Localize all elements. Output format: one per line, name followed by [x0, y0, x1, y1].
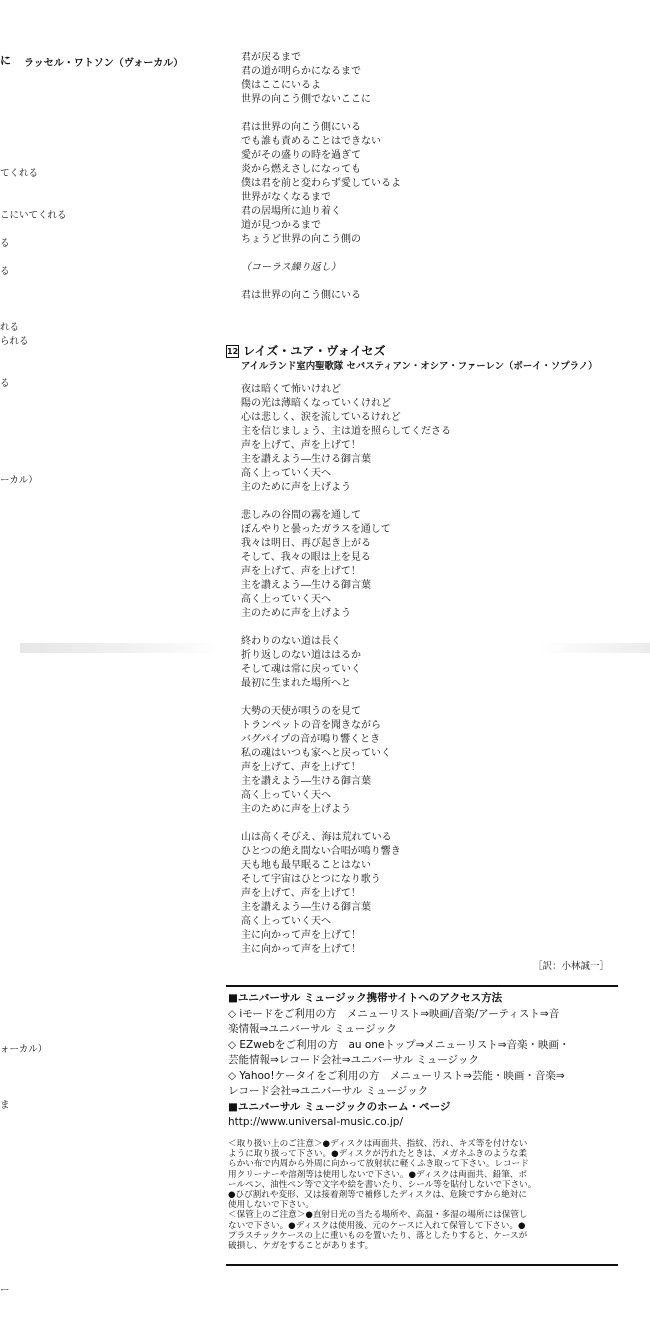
lyric-line: 君が戻るまで	[241, 52, 301, 63]
lyric-line: 君は世界の向こう側にいる	[241, 290, 361, 301]
notice-line: ◇ iモードをご利用の方 メニューリスト⇒映画/音楽/アーティスト⇒音	[228, 1007, 560, 1020]
left-credit-performer: ラッセル・ワトソン（ヴォーカル）	[24, 58, 184, 69]
track-12-title	[226, 342, 385, 359]
notice-bottom-rule	[226, 1264, 618, 1266]
track-12-credit: アイルランド室内聖歌隊 セバスティアン・オシア・ファーレン（ボーイ・ソプラノ）	[241, 361, 598, 372]
lyric-line: 声を上げて、声を上げて！	[241, 888, 361, 899]
lyric-line: 炎から燃えさしになっても	[241, 164, 361, 175]
left-fragment: る	[0, 378, 10, 389]
mobile-access-info	[228, 991, 618, 1131]
lyric-line: ちょうど世界の向こう側の	[241, 234, 361, 245]
track-number-badge: 12	[227, 347, 239, 356]
lyric-line: 道が見つかるまで	[241, 220, 321, 231]
lyric-line: 主に向かって声を上げて！	[241, 944, 361, 955]
lyric-line: 世界の向こう側でないここに	[241, 94, 371, 105]
left-fragment: ォーカル）	[0, 1044, 48, 1055]
left-fragment: ーカル）	[0, 475, 38, 486]
lyric-line: 陽の光は薄暗くなっていくけれど	[241, 398, 391, 409]
notice-line: ◇ Yahoo!ケータイをご利用の方 メニューリスト⇒芸能・映画・音楽⇒	[228, 1069, 565, 1082]
chorus-repeat-note: （コーラス繰り返し）	[241, 262, 341, 273]
lyric-line: 悲しみの谷間の霧を通して	[241, 510, 361, 521]
lyric-line: ぼんやりと曇ったガラスを通して	[241, 524, 391, 535]
lyric-line: 天も地も最早眠ることはない	[241, 860, 371, 871]
lyric-line: そして宇宙はひとつになり歌う	[241, 874, 381, 885]
lyric-line: 愛がその盛りの時を過ぎて	[241, 150, 361, 161]
lyric-line: 主を讃えよう―生ける御言葉	[241, 580, 371, 591]
left-fragment: ー	[0, 1285, 10, 1296]
left-fragment: れる	[0, 322, 20, 333]
lyric-line: 世界がなくなるまで	[241, 192, 331, 203]
lyric-line: 私の魂はいつも家へと戻っていく	[241, 748, 391, 759]
lyric-line: バグパイプの音が鳴り響くとき	[241, 734, 381, 745]
lyric-line: そして魂は常に戻っていく	[241, 664, 361, 675]
lyric-line: トランペットの音を聞きながら	[241, 720, 381, 731]
left-fragment: てくれる	[0, 168, 39, 179]
notice-heading: ■ユニバーサル ミュージックのホーム・ページ	[228, 1100, 451, 1113]
lyric-line: ひとつの絶え間ない合唱が鳴り響き	[241, 846, 401, 857]
fine-print-line: ●ひび割れや変形、又は接着剤等で補修したディスクは、危険ですから絶対に	[228, 1190, 527, 1201]
lyric-line: 大勢の天使が唄うのを見て	[241, 706, 361, 717]
fine-print-line: ＜取り扱い上のご注意＞●ディスクは両面共、指紋、汚れ、キズ等を付けない	[228, 1139, 528, 1149]
bleed-through-mark	[20, 643, 220, 653]
lyric-line: 主のために声を上げよう	[241, 608, 351, 619]
left-fragment: る	[0, 266, 10, 277]
lyric-line: 声を上げて、声を上げて！	[241, 566, 361, 577]
notice-top-rule	[226, 985, 618, 987]
lyric-line: 終わりのない道は長く	[241, 636, 341, 647]
lyric-line: 折り返しのない道ははるか	[241, 650, 361, 661]
notice-line: 楽情報⇒ユニバーサル ミュージック	[228, 1023, 397, 1035]
lyric-line: 主に向かって声を上げて！	[241, 930, 361, 941]
translator-credit: ［訳：小林誠一］	[533, 961, 610, 972]
fine-print-line: ＜保管上のご注意＞●直射日光の当たる場所や、高温・多湿の場所には保管し	[228, 1210, 528, 1221]
lyric-line: 主を讃えよう―生ける御言葉	[241, 454, 371, 465]
notice-line: 芸能情報⇒レコード会社⇒ユニバーサル ミュージック	[228, 1054, 479, 1066]
lyric-line: 夜は暗くて怖いけれど	[241, 384, 341, 395]
notice-heading: ■ユニバーサル ミュージック携帯サイトへのアクセス方法	[228, 992, 503, 1004]
fine-print-line: ールペン、油性ペン等で文字や絵を書いたり、シール等を貼付しないで下さい。	[228, 1179, 537, 1190]
fine-print-line: 用クリーナーや溶剤等は使用しないで下さい。●ディスクは両面共、鉛筆、ボ	[228, 1169, 527, 1180]
lyric-line: 主のために声を上げよう	[241, 804, 351, 815]
lyric-line: 山は高くそびえ、海は荒れている	[241, 832, 392, 843]
homepage-url[interactable]: http://www.universal-music.co.jp/	[228, 1116, 403, 1128]
lyric-line: 僕は君を前と変わらず愛しているよ	[241, 178, 401, 189]
lyric-line: 君の居場所に辿り着く	[241, 206, 341, 217]
left-fragment: こにいてくれる	[0, 210, 67, 221]
fine-print-line: ないで下さい。●ディスクは使用後、元のケースに入れて保管して下さい。●	[228, 1220, 526, 1231]
lyric-line: 君の道が明らかになるまで	[241, 66, 361, 77]
left-fragment: ま	[0, 1100, 10, 1111]
lyric-line: 高く上っていく天へ	[241, 790, 331, 801]
left-fragment: る	[0, 238, 10, 249]
fine-print-line: 破損し、ケガをすることがあります。	[228, 1241, 374, 1252]
left-fragment: られる	[0, 336, 29, 347]
fine-print-line: ように取り扱って下さい。●ディスクが汚れたときは、メガネふきのような柔	[228, 1149, 527, 1160]
lyric-line: 僕はここにいるよ	[241, 80, 321, 91]
fine-print-line: らかい布で内周から外周に向かって放射状に軽くふき取って下さい。レコード	[228, 1159, 529, 1170]
notice-line: ◇ EZwebをご利用の方 au oneトップ⇒メニューリスト⇒音楽・映画・	[228, 1038, 570, 1051]
lyric-line: 主のために声を上げよう	[241, 482, 351, 493]
lyric-line: 我々は明日、再び起き上がる	[241, 538, 371, 549]
lyric-line: 主を讃えよう―生ける御言葉	[241, 902, 371, 913]
lyric-line: 主を信じましょう、主は道を照らしてくださる	[241, 426, 451, 437]
lyric-line: 高く上っていく天へ	[241, 594, 331, 605]
lyric-line: 声を上げて、声を上げて！	[241, 440, 361, 451]
fine-print-line: 使用しないで下さい。	[228, 1200, 314, 1211]
lyric-line: 高く上っていく天へ	[241, 916, 331, 927]
track-title-text: レイズ・ユア・ヴォイセズ	[243, 344, 386, 358]
disc-handling-notes	[228, 1139, 616, 1251]
lyric-line: でも誰も責めることはできない	[241, 136, 381, 147]
lyric-line: 主を讃えよう―生ける御言葉	[241, 776, 371, 787]
notice-line: レコード会社⇒ユニバーサル ミュージック	[228, 1085, 429, 1097]
lyric-line: 高く上っていく天へ	[241, 468, 331, 479]
lyric-line: 心は悲しく、涙を流しているけれど	[241, 412, 401, 423]
lyric-line: 最初に生まれた場所へと	[241, 678, 351, 689]
fine-print-line: プラスチックケースの上に重いものを置いたり、落としたりすると、ケースが	[228, 1230, 528, 1241]
track-12-lyrics	[241, 383, 451, 957]
bleed-through-mark	[540, 643, 650, 653]
left-credit-fragment: に	[0, 54, 11, 67]
lyrics-continuation	[241, 51, 401, 303]
lyric-line: そして、我々の眼は上を見る	[241, 552, 371, 563]
lyric-line: 君は世界の向こう側にいる	[241, 122, 361, 133]
lyric-line: 声を上げて、声を上げて！	[241, 762, 361, 773]
